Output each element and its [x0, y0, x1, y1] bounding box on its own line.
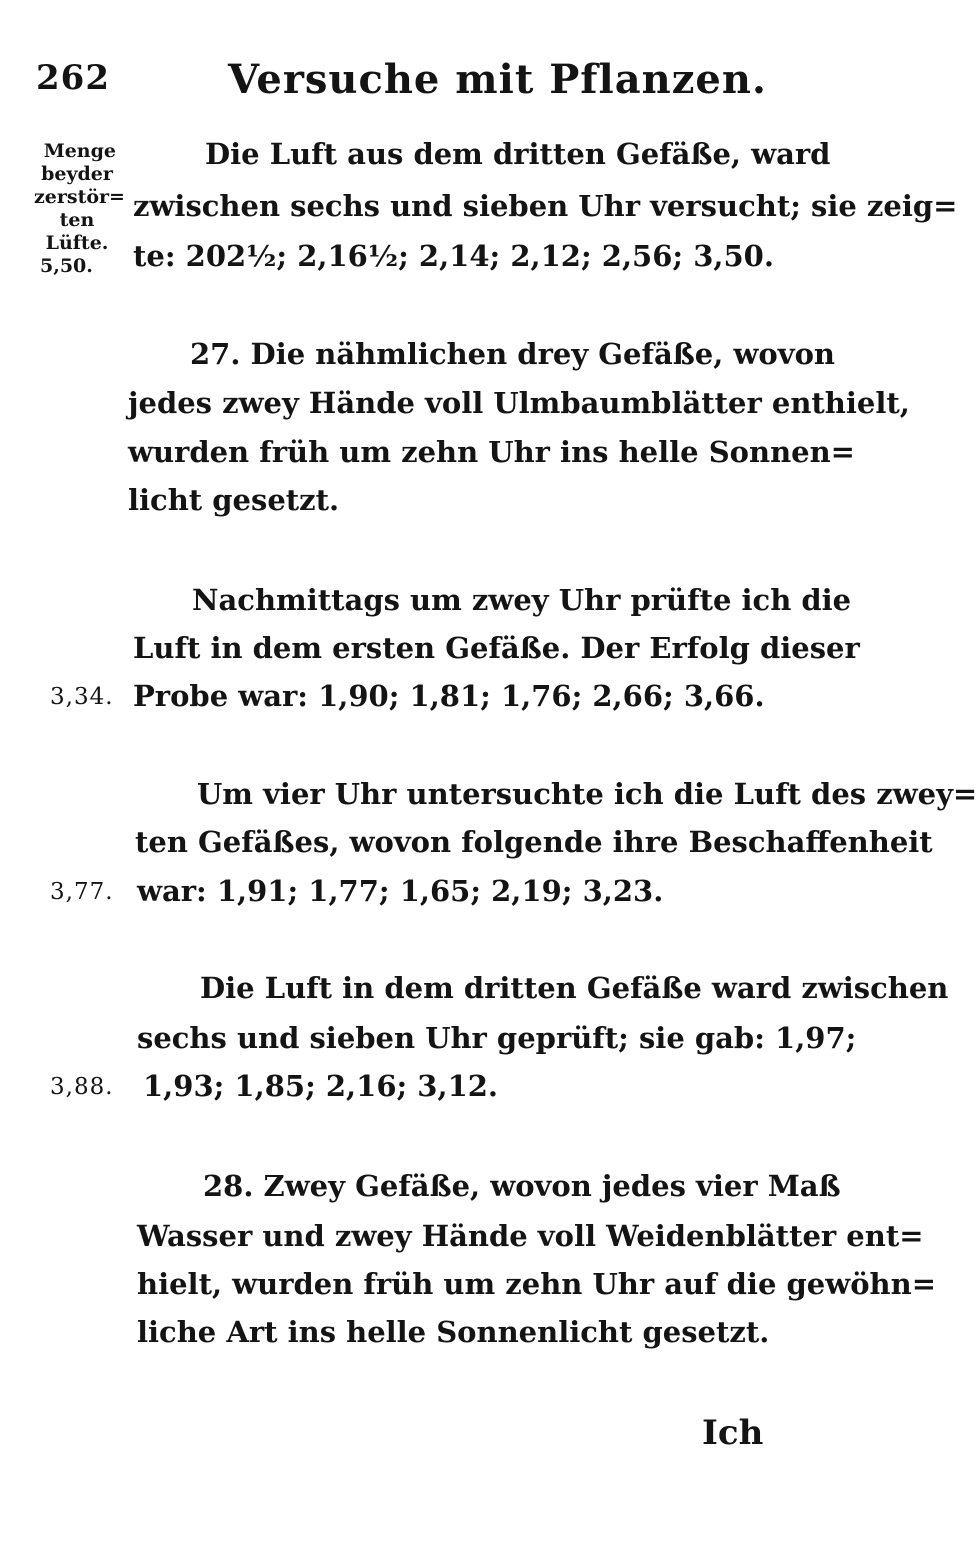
text-line: Um vier Uhr untersuchte ich die Luft des zwey= [197, 777, 977, 811]
text-line: Probe war: 1,90; 1,81; 1,76; 2,66; 3,66. [133, 679, 765, 713]
margin-value: 3,88. [50, 1074, 114, 1100]
text-line: Nachmittags um zwey Uhr prüfte ich die [192, 583, 852, 617]
page-number: 262 [36, 58, 110, 98]
text-line: jedes zwey Hände voll Ulmbaumblätter enthielt, [128, 386, 910, 420]
text-line: licht gesetzt. [128, 483, 340, 517]
text-line: hielt, wurden früh um zehn Uhr auf die gewöhn= [137, 1267, 937, 1301]
text-line: 1,93; 1,85; 2,16; 3,12. [143, 1069, 499, 1103]
text-line: Die Luft aus dem dritten Gefäße, ward [205, 137, 831, 171]
text-line: te: 202½; 2,16½; 2,14; 2,12; 2,56; 3,50. [133, 239, 774, 273]
text-line: liche Art ins helle Sonnenlicht gesetzt. [137, 1315, 770, 1349]
margin-note-line: beyder [41, 163, 113, 185]
text-line: wurden früh um zehn Uhr ins helle Sonnen= [128, 435, 855, 469]
margin-note-line: Lüfte. [45, 232, 109, 254]
catchword: Ich [702, 1413, 764, 1453]
text-line: Die Luft in dem dritten Gefäße ward zwischen [200, 971, 949, 1005]
margin-value: 3,77. [50, 879, 114, 905]
text-line: Wasser und zwey Hände voll Weidenblätter ent= [137, 1219, 924, 1253]
text-line: war: 1,91; 1,77; 1,65; 2,19; 3,23. [137, 874, 664, 908]
text-line: sechs und sieben Uhr geprüft; sie gab: 1,97; [137, 1021, 857, 1055]
margin-note-value: 5,50. [40, 255, 93, 277]
text-line: 27. Die nähmlichen drey Gefäße, wovon [190, 337, 836, 371]
text-line: ten Gefäßes, wovon folgende ihre Beschaffenheit [135, 825, 933, 859]
running-title: Versuche mit Pflanzen. [228, 56, 767, 103]
margin-note-line: Menge [43, 140, 116, 162]
text-line: zwischen sechs und sieben Uhr versucht; sie zeig= [133, 189, 958, 223]
margin-note-line: zerstör= [34, 186, 125, 208]
margin-note-line: ten [59, 209, 95, 231]
text-line: Luft in dem ersten Gefäße. Der Erfolg dieser [133, 631, 860, 665]
margin-value: 3,34. [50, 684, 114, 710]
margin-note [34, 140, 125, 278]
text-line: 28. Zwey Gefäße, wovon jedes vier Maß [203, 1169, 841, 1203]
